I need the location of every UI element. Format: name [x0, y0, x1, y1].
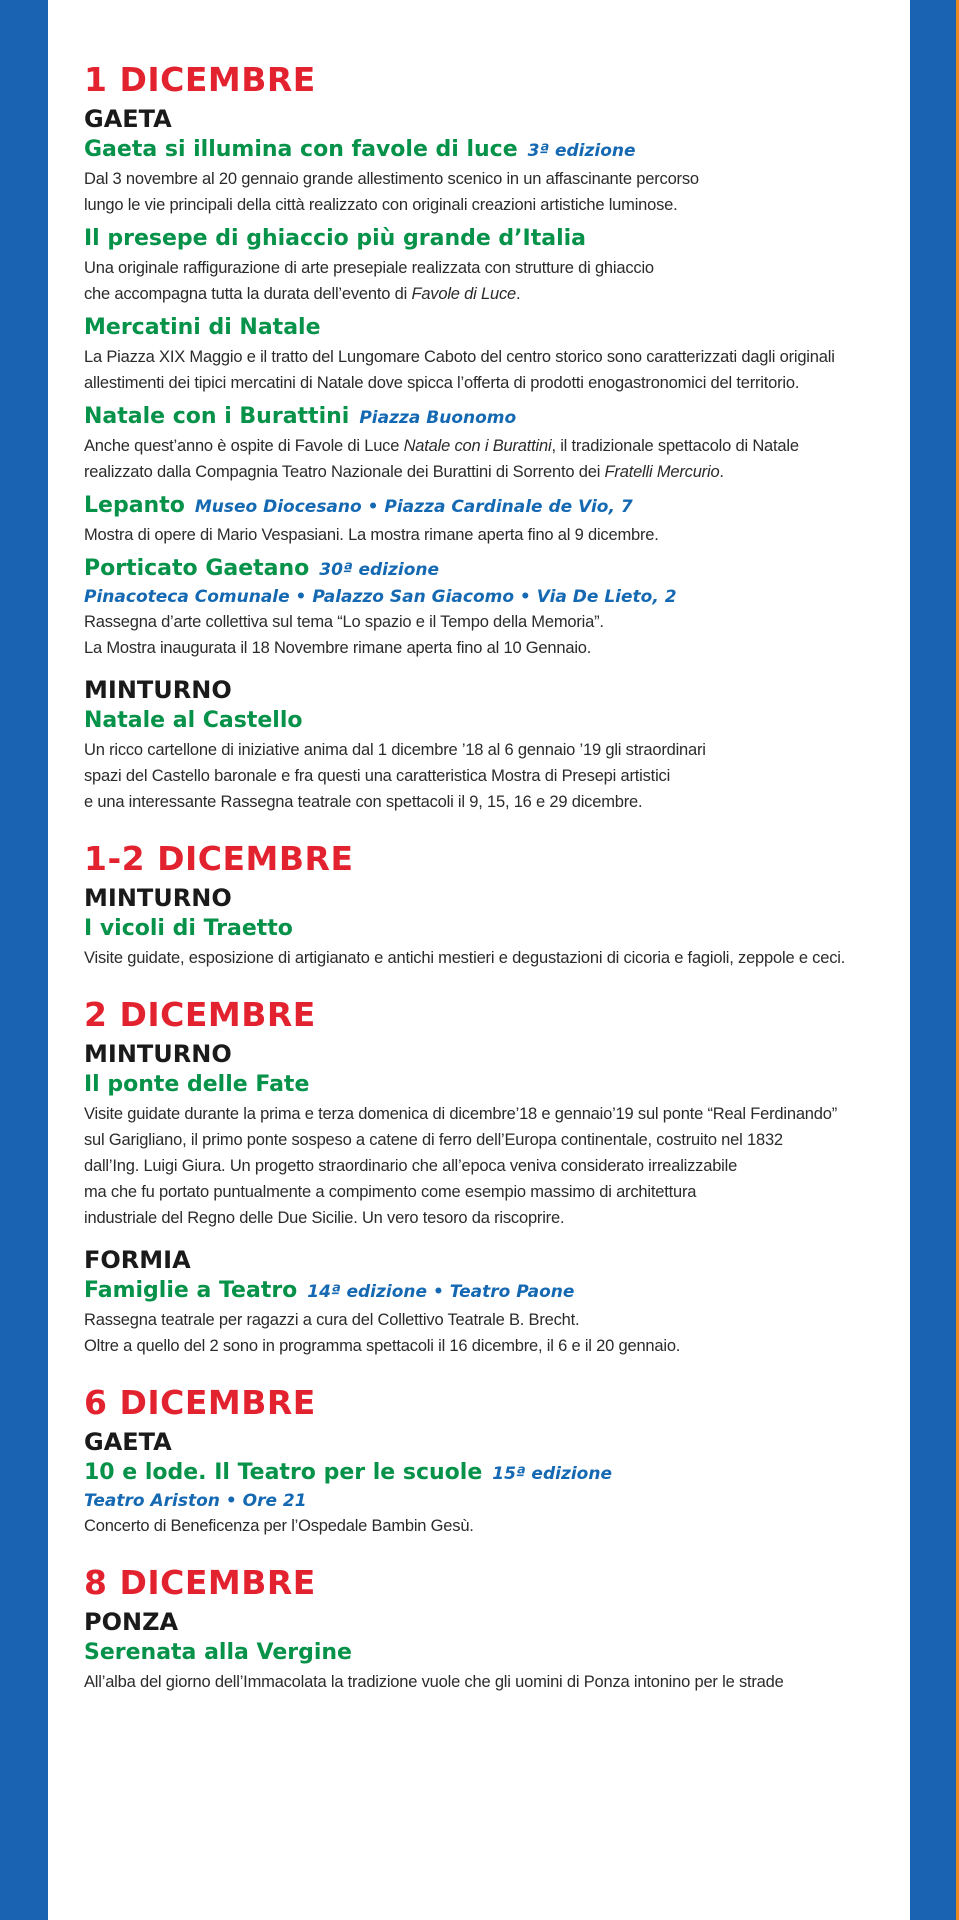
section-date: 2 DICEMBRE — [84, 995, 316, 1034]
event-description — [84, 1101, 910, 1231]
description-line: Una originale raffigurazione di arte presepiale realizzata con strutture di ghiaccio — [84, 259, 654, 277]
event-description — [84, 737, 910, 815]
event-description — [84, 344, 910, 396]
event-title: Lepanto — [84, 493, 185, 518]
event-subtitle: 14ª edizione • Teatro Paone — [307, 1282, 575, 1302]
event-title: 10 e lode. Il Teatro per le scuole — [84, 1460, 483, 1485]
city-name: MINTURNO — [84, 884, 232, 912]
description-line: Anche quest’anno è ospite di Favole di Luce Natale con i Burattini, il tradizionale spettacolo di Natale — [84, 437, 799, 455]
event-location: Pinacoteca Comunale • Palazzo San Giacomo • Via De Lieto, 2 — [84, 587, 677, 607]
event-subtitle: 30ª edizione — [319, 560, 440, 580]
description-line: Un ricco cartellone di iniziative anima dal 1 dicembre ’18 al 6 gennaio ’19 gli straordinari — [84, 741, 706, 759]
description-line: Visite guidate durante la prima e terza domenica di dicembre’18 e gennaio’19 sul ponte “Real Ferdinando” — [84, 1105, 838, 1123]
event-title: Natale al Castello — [84, 708, 303, 733]
date-section — [84, 60, 910, 815]
section-date: 8 DICEMBRE — [84, 1563, 316, 1602]
event — [84, 1277, 910, 1359]
event-description — [84, 1669, 910, 1695]
section-date: 6 DICEMBRE — [84, 1383, 316, 1422]
section-date: 1 DICEMBRE — [84, 60, 316, 99]
event-title-line — [84, 915, 910, 945]
event-description — [84, 433, 910, 485]
event — [84, 555, 910, 661]
event-description — [84, 1513, 910, 1539]
event-title: Serenata alla Vergine — [84, 1640, 352, 1665]
city-name: GAETA — [84, 1428, 172, 1456]
description-line: Mostra di opere di Mario Vespasiani. La mostra rimane aperta fino al 9 dicembre. — [84, 526, 659, 544]
event-subtitle: 3ª edizione — [527, 141, 636, 161]
description-line: All’alba del giorno dell’Immacolata la tradizione vuole che gli uomini di Ponza intonino per le strade — [84, 1673, 784, 1691]
event-title: Natale con i Burattini — [84, 404, 350, 429]
event-description — [84, 522, 910, 548]
description-line: sul Garigliano, il primo ponte sospeso a catene di ferro dell’Europa continentale, costruito nel 1832 — [84, 1131, 783, 1149]
event-title-line — [84, 1277, 910, 1307]
city-name: GAETA — [84, 105, 172, 133]
event-title: I vicoli di Traetto — [84, 916, 293, 941]
description-line: Rassegna d’arte collettiva sul tema “Lo spazio e il Tempo della Memoria”. — [84, 613, 604, 631]
date-section — [84, 1383, 910, 1539]
description-line: spazi del Castello baronale e fra questi una caratteristica Mostra di Presepi artistici — [84, 767, 671, 785]
event — [84, 915, 910, 971]
event — [84, 225, 910, 307]
event-title-line — [84, 707, 910, 737]
description-line: realizzato dalla Compagnia Teatro Nazionale dei Burattini di Sorrento dei Fratelli Mercurio. — [84, 463, 724, 481]
description-line: che accompagna tutta la durata dell’evento di Favole di Luce. — [84, 285, 521, 303]
event-title: Porticato Gaetano — [84, 556, 310, 581]
event — [84, 492, 910, 548]
event-description — [84, 166, 910, 218]
description-line: Concerto di Beneficenza per l’Ospedale Bambin Gesù. — [84, 1517, 474, 1535]
description-line: industriale del Regno delle Due Sicilie. Un vero tesoro da riscoprire. — [84, 1209, 565, 1227]
city-name: MINTURNO — [84, 676, 232, 704]
event — [84, 1639, 910, 1695]
events-panel — [48, 0, 910, 1920]
event-subtitle: Museo Diocesano • Piazza Cardinale de Vio, 7 — [194, 497, 633, 517]
description-line: Dal 3 novembre al 20 gennaio grande allestimento scenico in un affascinante percorso — [84, 170, 699, 188]
event-title-line — [84, 1459, 910, 1489]
description-line: La Piazza XIX Maggio e il tratto del Lungomare Caboto del centro storico sono caratterizzati dagli originali — [84, 348, 835, 366]
date-section — [84, 995, 910, 1359]
event — [84, 403, 910, 485]
event-title: Gaeta si illumina con favole di luce — [84, 137, 518, 162]
description-line: ma che fu portato puntualmente a compimento come esempio massimo di architettura — [84, 1183, 697, 1201]
description-line: Visite guidate, esposizione di artigianato e antichi mestieri e degustazioni di cicoria e fagioli, zeppole e ceci. — [84, 949, 846, 967]
event-subtitle: 15ª edizione — [492, 1464, 612, 1484]
event-description — [84, 945, 910, 971]
city-name: MINTURNO — [84, 1040, 232, 1068]
event — [84, 314, 910, 396]
event — [84, 136, 910, 218]
date-section — [84, 1563, 910, 1695]
event-title: Il presepe di ghiaccio più grande d’Italia — [84, 226, 587, 251]
event-title-line — [84, 403, 910, 433]
event-title-line — [84, 555, 910, 585]
description-line: e una interessante Rassegna teatrale con spettacoli il 9, 15, 16 e 29 dicembre. — [84, 793, 643, 811]
event — [84, 1459, 910, 1539]
city-name: FORMIA — [84, 1246, 191, 1274]
event-title-line — [84, 225, 910, 255]
event-title-line — [84, 1071, 910, 1101]
date-section — [84, 839, 910, 971]
description-line: La Mostra inaugurata il 18 Novembre rimane aperta fino al 10 Gennaio. — [84, 639, 592, 657]
description-line: dall’Ing. Luigi Giura. Un progetto straordinario che all’epoca veniva considerato irrealizzabile — [84, 1157, 738, 1175]
event-title-line — [84, 1639, 910, 1669]
description-line: Rassegna teatrale per ragazzi a cura del Collettivo Teatrale B. Brecht. — [84, 1311, 580, 1329]
event-location: Teatro Ariston • Ore 21 — [84, 1491, 307, 1511]
event-title-line — [84, 136, 910, 166]
event-title-line — [84, 492, 910, 522]
event — [84, 1071, 910, 1231]
event-title: Il ponte delle Fate — [84, 1072, 310, 1097]
description-line: Oltre a quello del 2 sono in programma spettacoli il 16 dicembre, il 6 e il 20 gennaio. — [84, 1337, 681, 1355]
city-name: PONZA — [84, 1608, 179, 1636]
description-line: lungo le vie principali della città realizzato con originali creazioni artistiche luminose. — [84, 196, 678, 214]
event-description — [84, 255, 910, 307]
event-description — [84, 609, 910, 661]
event-title: Famiglie a Teatro — [84, 1278, 298, 1303]
event-title: Mercatini di Natale — [84, 315, 321, 340]
section-date: 1-2 DICEMBRE — [84, 839, 354, 878]
event-title-line — [84, 314, 910, 344]
event-description — [84, 1307, 910, 1359]
event — [84, 707, 910, 815]
event-subtitle: Piazza Buonomo — [359, 408, 517, 428]
description-line: allestimenti dei tipici mercatini di Natale dove spicca l’offerta di prodotti enogastronomici del territorio. — [84, 374, 800, 392]
